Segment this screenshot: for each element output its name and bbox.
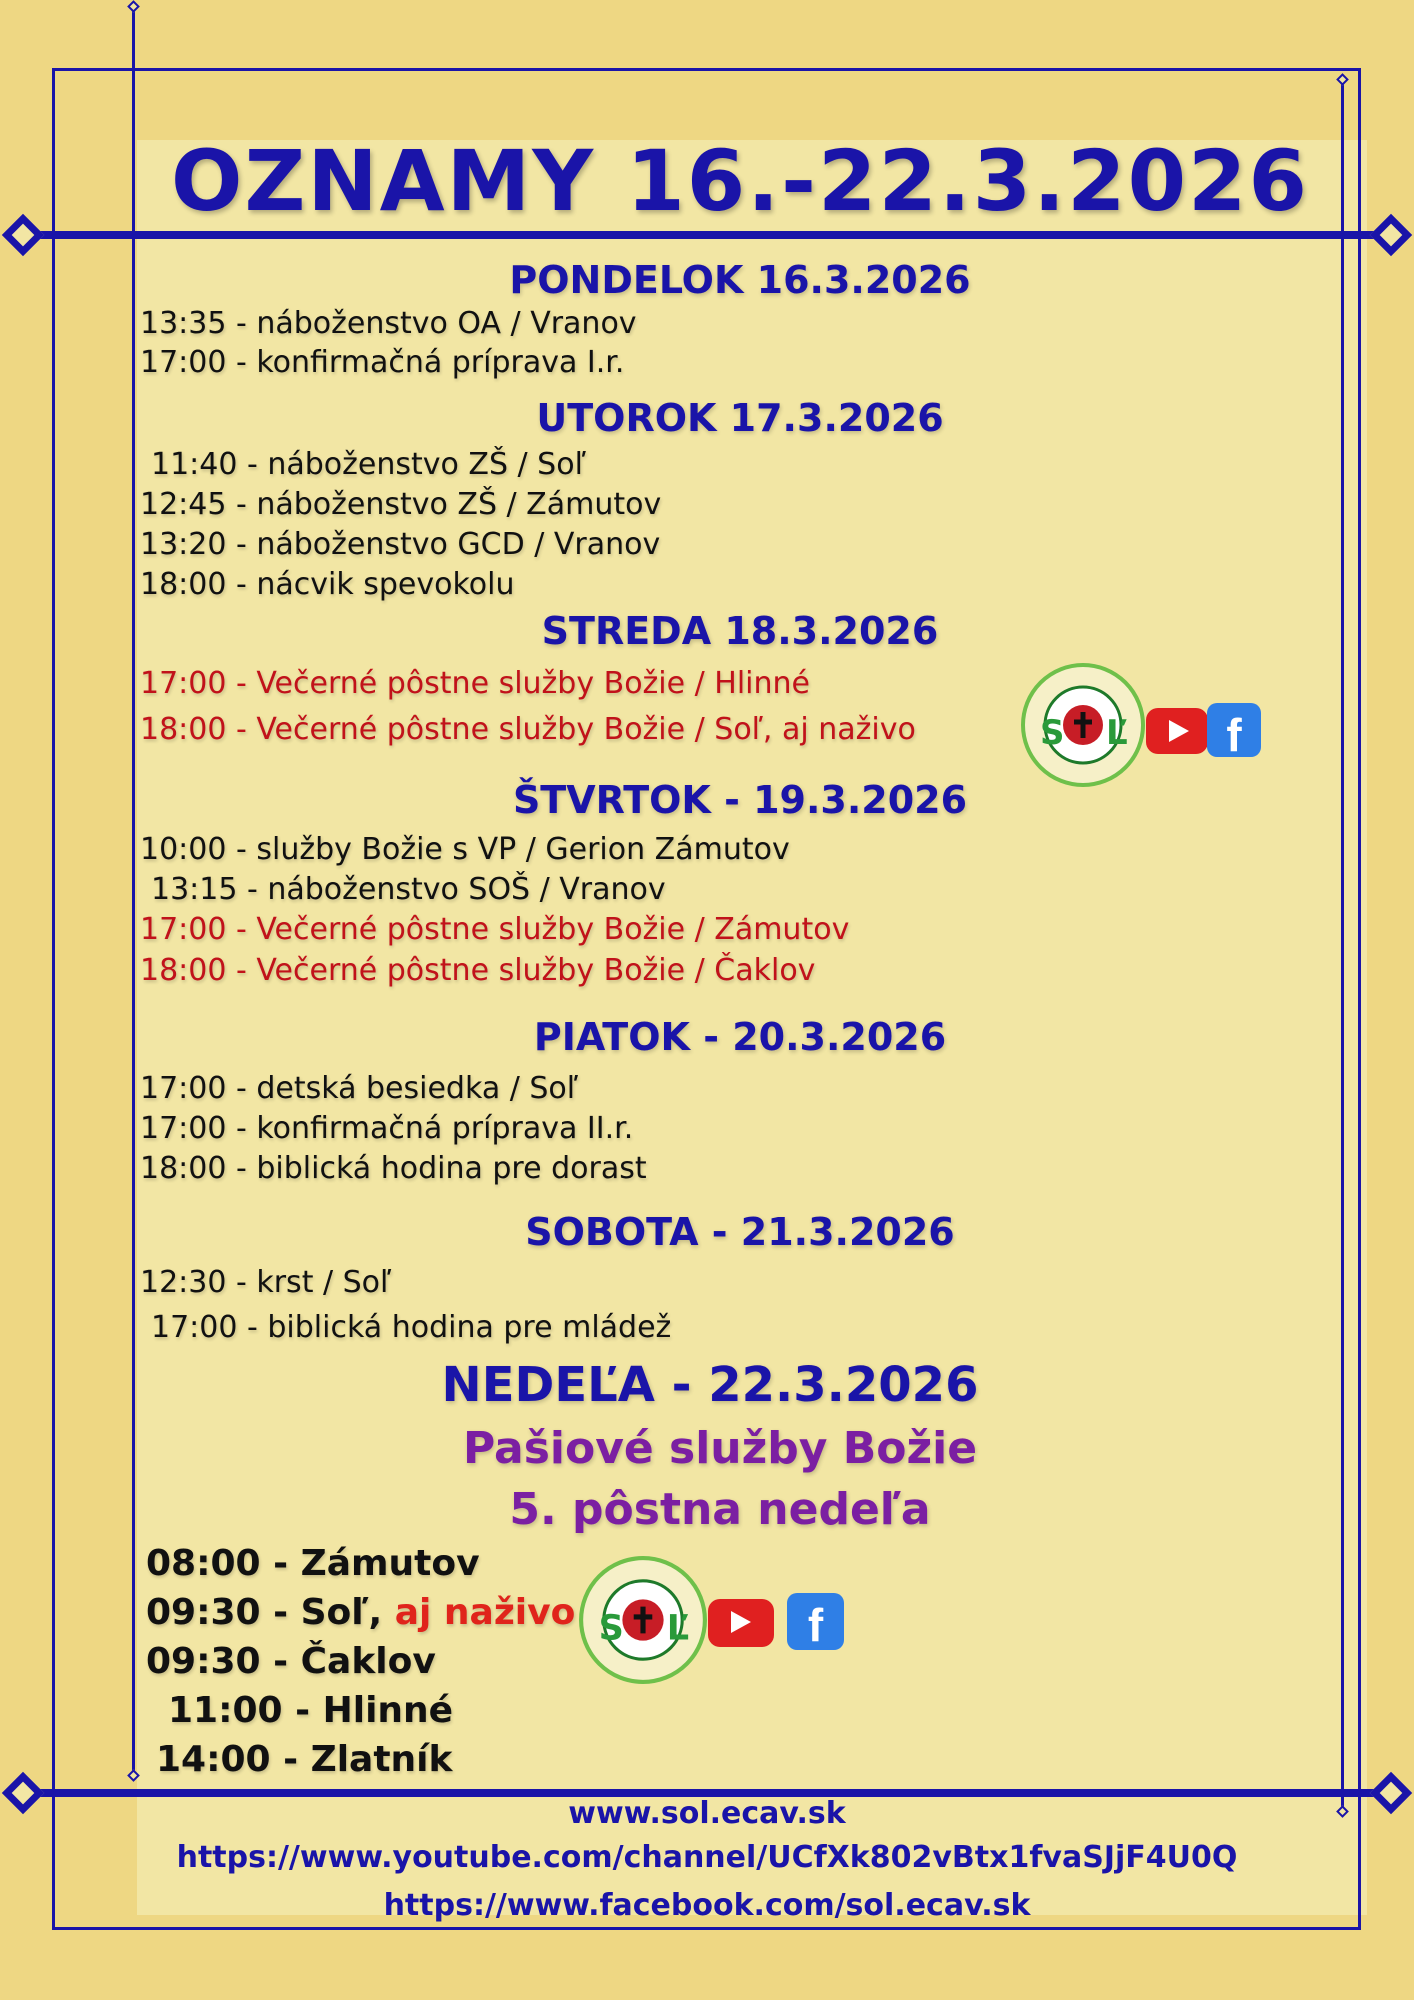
frame-bottom [52,1927,1361,1930]
youtube-link[interactable]: https://www.youtube.com/channel/UCfXk802vBtx1fvaSJjF4U0Q [176,1840,1238,1875]
event-item: 17:00 - Večerné pôstne služby Božie / Hlinné [140,666,810,701]
svg-text:Ľ: Ľ [666,1607,690,1649]
header-divider [22,231,1392,239]
facebook-icon[interactable]: f [1207,703,1261,757]
day-heading-thursday: ŠTVRTOK - 19.3.2026 [512,778,968,822]
event-item: 17:00 - konfirmačná príprava II.r. [140,1111,634,1146]
website-link[interactable]: www.sol.ecav.sk [568,1796,846,1831]
live-label: aj naživo [394,1592,576,1633]
svg-text:S: S [598,1607,624,1649]
day-heading-wednesday: STREDA 18.3.2026 [541,609,939,653]
day-heading-tuesday: UTOROK 17.3.2026 [536,396,944,440]
event-item: 18:00 - nácvik spevokolu [140,567,515,602]
sunday-subtitle-2: 5. pôstna nedeľa [509,1484,931,1535]
event-time-place: 09:30 - Soľ, [146,1592,383,1633]
event-item: 17:00 - konfirmačná príprava I.r. [140,345,625,380]
event-item: 12:30 - krst / Soľ [140,1265,392,1300]
line-end-ornament [127,0,140,13]
event-item: 10:00 - služby Božie s VP / Gerion Zámutov [140,832,790,867]
event-item: 13:20 - náboženstvo GCD / Vranov [140,527,661,562]
event-item: 13:15 - náboženstvo SOŠ / Vranov [151,872,666,907]
church-logo-icon [578,1555,708,1685]
facebook-link[interactable]: https://www.facebook.com/sol.ecav.sk [383,1888,1031,1923]
event-item: 13:35 - náboženstvo OA / Vranov [140,306,637,341]
event-item: 18:00 - Večerné pôstne služby Božie / Soľ, aj naživo [140,712,916,747]
event-item: 18:00 - Večerné pôstne služby Božie / Čaklov [140,953,816,988]
day-heading-friday: PIATOK - 20.3.2026 [533,1015,947,1059]
day-heading-sunday: NEDEĽA - 22.3.2026 [441,1357,979,1413]
event-item: 18:00 - biblická hodina pre dorast [140,1151,647,1186]
youtube-icon[interactable] [708,1599,774,1647]
event-item: 09:30 - Čaklov [146,1641,436,1682]
event-item [146,1592,575,1633]
svg-text:Ľ: Ľ [1106,713,1128,753]
inner-line-right [1341,80,1344,1812]
youtube-icon[interactable] [1146,708,1208,754]
event-item: 17:00 - Večerné pôstne služby Božie / Zámutov [140,912,850,947]
day-heading-saturday: SOBOTA - 21.3.2026 [525,1210,955,1254]
event-item: 11:00 - Hlinné [168,1690,454,1731]
church-logo-icon [1020,662,1146,788]
frame-top [52,68,1361,71]
event-item: 08:00 - Zámutov [146,1543,480,1584]
event-item: 11:40 - náboženstvo ZŠ / Soľ [151,447,586,482]
event-item: 17:00 - biblická hodina pre mládež [151,1310,672,1345]
frame-right [1358,68,1361,1930]
sunday-subtitle: Pašiové služby Božie [462,1423,978,1474]
event-item: 12:45 - náboženstvo ZŠ / Zámutov [140,487,662,522]
facebook-icon[interactable]: f [787,1593,844,1650]
svg-text:S: S [1040,713,1065,753]
day-heading-monday: PONDELOK 16.3.2026 [509,258,971,302]
event-item: 14:00 - Zlatník [156,1739,453,1780]
frame-left [52,68,55,1930]
event-item: 17:00 - detská besiedka / Soľ [140,1071,579,1106]
page-title: OZNAMY 16.-22.3.2026 [171,132,1309,230]
line-end-ornament [1336,73,1349,86]
